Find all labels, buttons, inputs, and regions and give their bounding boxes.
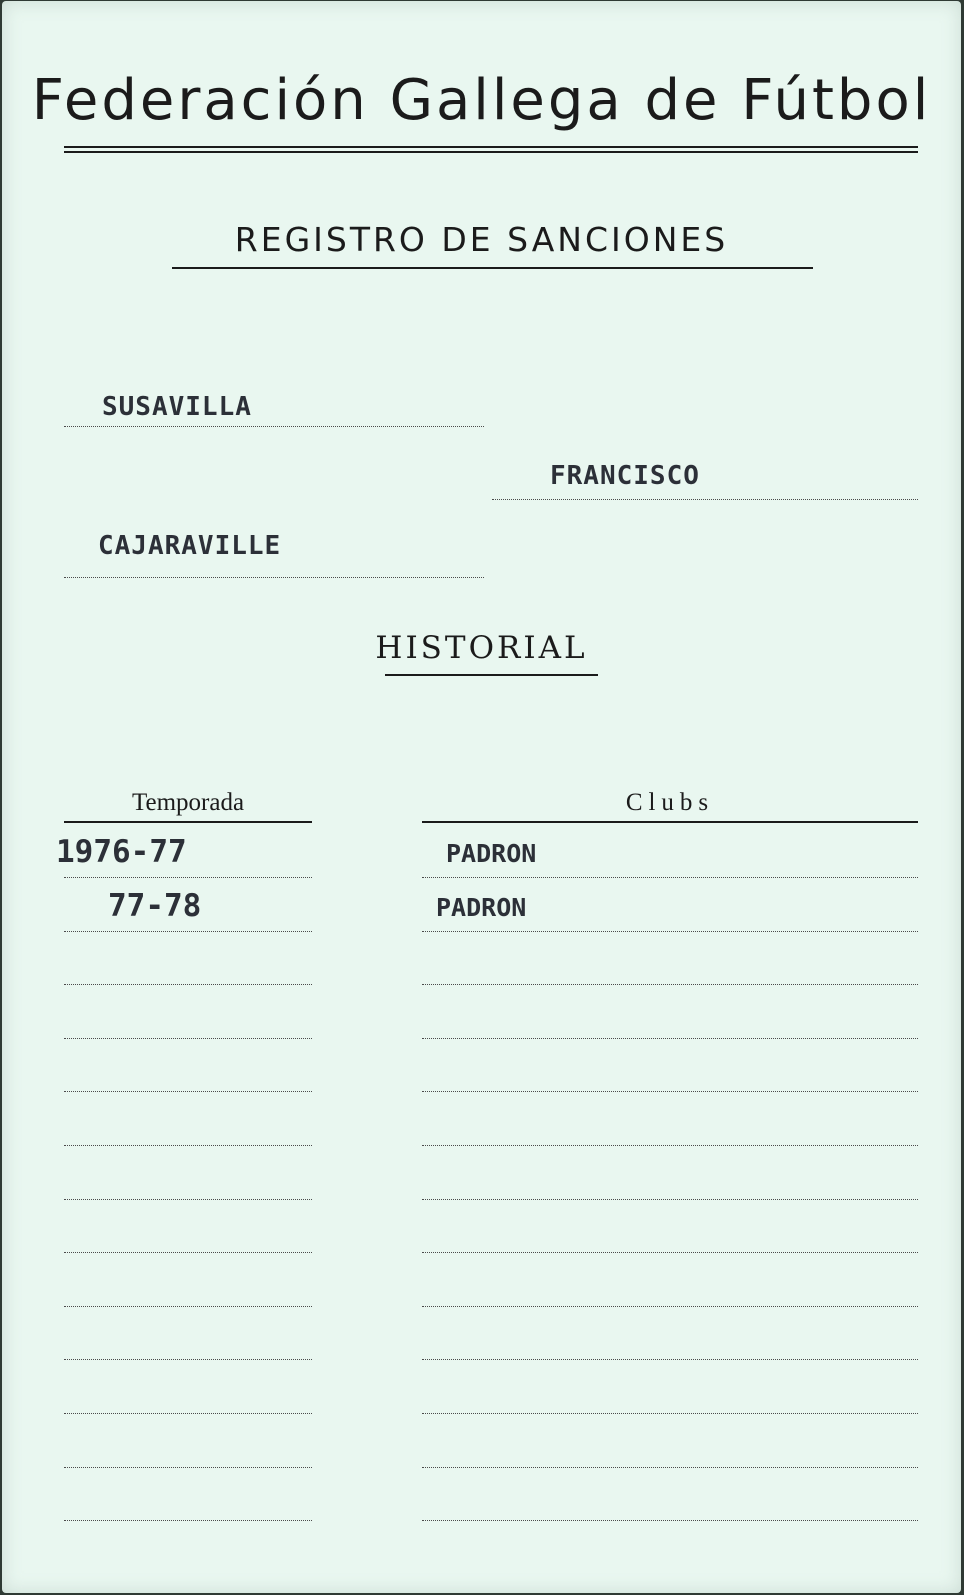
club-dotted-line xyxy=(422,877,918,878)
club-dotted-line xyxy=(422,1145,918,1146)
season-dotted-line xyxy=(64,877,312,878)
title-double-rule-top xyxy=(64,146,918,148)
club-dotted-line xyxy=(422,1038,918,1039)
club-dotted-line xyxy=(422,1413,918,1414)
surname2-line xyxy=(64,577,484,578)
season-column-header: Temporada xyxy=(131,789,245,816)
surname1-value: SUSAVILLA xyxy=(102,392,252,422)
club-dotted-line xyxy=(422,984,918,985)
season-dotted-line xyxy=(64,931,312,932)
club-dotted-line xyxy=(422,1199,918,1200)
season-cell: 1976-77 xyxy=(56,834,187,870)
first-name-line xyxy=(492,499,918,500)
season-cell: 77-78 xyxy=(108,888,202,924)
title-double-rule-bottom xyxy=(64,151,918,153)
historial-underline xyxy=(385,674,598,676)
season-dotted-line xyxy=(64,1413,312,1414)
subtitle-underline xyxy=(172,267,813,269)
club-dotted-line xyxy=(422,1520,918,1521)
first-name-value: FRANCISCO xyxy=(550,461,700,491)
season-dotted-line xyxy=(64,1467,312,1468)
season-dotted-line xyxy=(64,1306,312,1307)
club-cell: PADRON xyxy=(436,893,527,922)
season-dotted-line xyxy=(64,1252,312,1253)
club-dotted-line xyxy=(422,1252,918,1253)
club-dotted-line xyxy=(422,1359,918,1360)
club-cell: PADRON xyxy=(446,839,537,868)
season-dotted-line xyxy=(64,1520,312,1521)
surname1-line xyxy=(64,426,484,427)
clubs-column-rule xyxy=(422,821,918,823)
season-dotted-line xyxy=(64,1145,312,1146)
surname2-value: CAJARAVILLE xyxy=(98,531,282,561)
club-dotted-line xyxy=(422,1091,918,1092)
sanction-record-card xyxy=(2,1,961,1593)
club-dotted-line xyxy=(422,1467,918,1468)
season-dotted-line xyxy=(64,1359,312,1360)
season-dotted-line xyxy=(64,984,312,985)
register-subtitle: REGISTRO DE SANCIONES xyxy=(234,220,729,259)
club-dotted-line xyxy=(422,931,918,932)
season-dotted-line xyxy=(64,1199,312,1200)
historial-heading: HISTORIAL xyxy=(375,630,588,666)
season-column-rule xyxy=(64,821,312,823)
federation-title: Federación Gallega de Fútbol xyxy=(31,68,932,133)
clubs-column-header: Clubs xyxy=(625,789,715,816)
season-dotted-line xyxy=(64,1091,312,1092)
season-dotted-line xyxy=(64,1038,312,1039)
club-dotted-line xyxy=(422,1306,918,1307)
